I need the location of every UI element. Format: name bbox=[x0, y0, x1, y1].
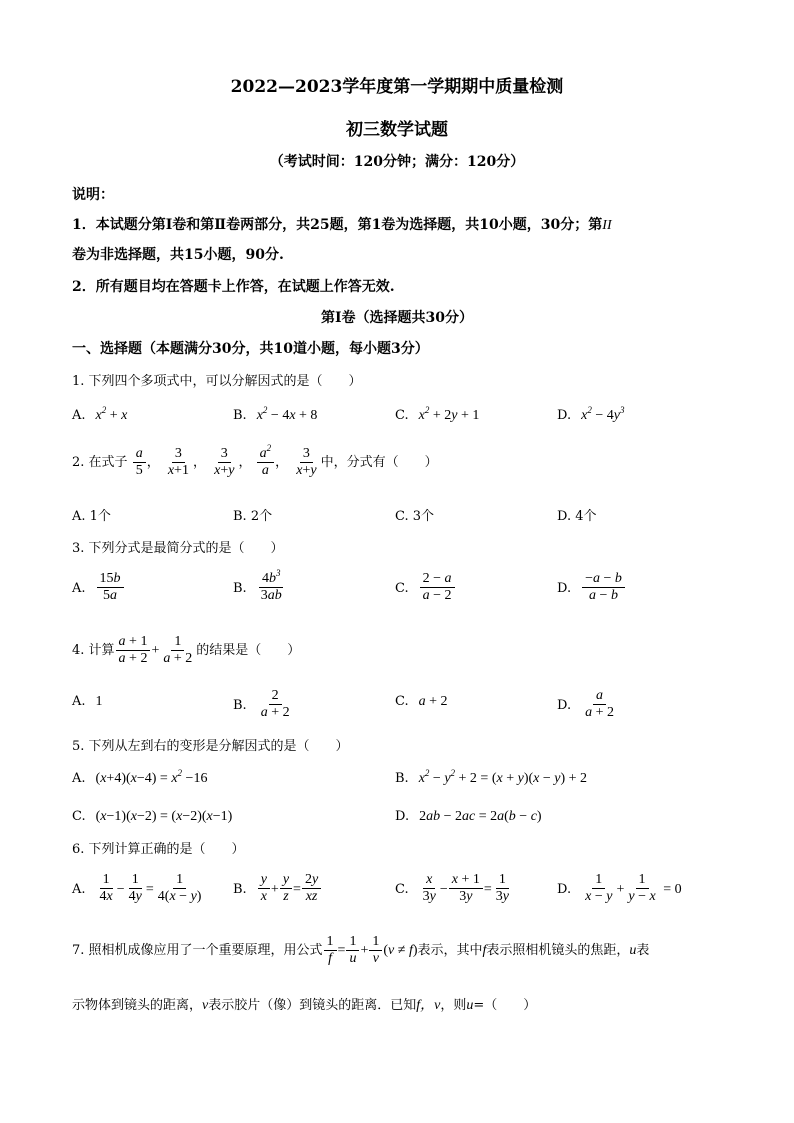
q5-label-b: B. bbox=[395, 771, 409, 786]
q5-stem: 5. 下列从左到右的变形是分解因式的是（ ） bbox=[72, 739, 349, 754]
q4-option-b: B. $\frac{2}{a + 2}$ bbox=[233, 688, 290, 720]
q5-option-a: A. $(x+4)(x-4) = x^2 -16$ bbox=[72, 768, 208, 786]
q6-option-a: A. $\frac{1}{4x}$ − $\frac{1}{4y}$ = $\frac{1}{4(x - y)}$ bbox=[72, 872, 202, 904]
q3-label-c: C. bbox=[395, 581, 409, 596]
q7-prefix: 7. 照相机成像应用了一个重要原理，用公式 bbox=[72, 943, 323, 958]
q6-label-d: D. bbox=[557, 882, 572, 897]
q7-line2-a: 示物体到镜头的距离， bbox=[72, 998, 203, 1013]
q6-label-b: B. bbox=[233, 882, 247, 897]
part1-title: 第Ⅰ卷（选择题共30分） bbox=[320, 310, 474, 326]
q4-prefix: 4. 计算 bbox=[72, 643, 115, 658]
q3-label-b: B. bbox=[233, 581, 247, 596]
q7-vars: f，v bbox=[416, 998, 441, 1013]
q5-option-c: C. (x−1)(x−2) = (x−2)(x−1) bbox=[72, 809, 233, 824]
q7-line2-e: =（ ） bbox=[473, 998, 537, 1013]
notes-item-2: 2．所有题目均在答题卡上作答，在试题上作答无效. bbox=[72, 279, 395, 295]
q3-option-d: D. $\frac{-a - b}{a - b}$ bbox=[557, 571, 626, 604]
q1-option-a: A. $x^2 + x$ bbox=[72, 405, 128, 423]
q3-label-a: A. bbox=[72, 581, 86, 596]
q2-suffix: 中，分式有（ ） bbox=[320, 455, 438, 470]
q6-option-c: C. $\frac{x}{3y}$ − $\frac{x + 1}{3y}$ = $\frac{1}{3y}$ bbox=[395, 872, 509, 904]
q4-label-c: C. bbox=[395, 694, 409, 709]
q7-var-u: u bbox=[629, 943, 637, 958]
q5-label-d: D. bbox=[395, 809, 410, 824]
notes-item-1 bbox=[72, 214, 612, 234]
q2-stem: 2. 在式子 $\frac{a}{5}$ ， $\frac{3}{x+1}$ ， $\frac{3}{x+y}$ ， $\frac{a^2}{a}$ ， $\frac{3}{x+y}$ 中，分式有（ ） bbox=[72, 443, 438, 478]
q5-option-d: D. 2ab − 2ac = 2a(b − c) bbox=[395, 809, 542, 824]
notes-label: 说明： bbox=[72, 187, 114, 203]
exam-subtitle: 初三数学试题 bbox=[346, 120, 448, 140]
roman-two: II bbox=[602, 218, 612, 233]
q4-option-d: D. $\frac{a}{a + 2}$ bbox=[557, 688, 614, 720]
q4-label-d: D. bbox=[557, 698, 572, 713]
q1-label-a: A. bbox=[72, 408, 86, 423]
q7-line2-b: 表示胶片（像）到镜头的距离．已知 bbox=[208, 998, 417, 1013]
q7-mid: 表示，其中 bbox=[417, 943, 483, 958]
q2-option-c: C. 3个 bbox=[395, 509, 435, 524]
q7-var-v: v bbox=[202, 998, 209, 1013]
q5-label-c: C. bbox=[72, 809, 86, 824]
q1-option-d: D. $x^2 - 4y^3$ bbox=[557, 405, 625, 423]
q6-option-d: D. $\frac{1}{x - y}$ + $\frac{1}{y - x}$ = 0 bbox=[557, 872, 682, 904]
q5-label-a: A. bbox=[72, 771, 86, 786]
q4-option-c: C. a + 2 bbox=[395, 694, 448, 709]
section1-title: 一、选择题（本题满分30分，共10道小题，每小题3分） bbox=[72, 341, 429, 357]
q2-option-b: B. 2个 bbox=[233, 509, 273, 524]
exam-title: 2022—2023学年度第一学期期中质量检测 bbox=[230, 77, 564, 97]
q1-option-b: B. $x^2 - 4x + 8$ bbox=[233, 405, 318, 423]
q6-stem: 6. 下列计算正确的是（ ） bbox=[72, 842, 245, 857]
q1-label-d: D. bbox=[557, 408, 572, 423]
q3-option-c: C. $\frac{2 - a}{a - 2}$ bbox=[395, 571, 456, 604]
q4-suffix: 的结果是（ ） bbox=[196, 643, 301, 658]
q7-mid2: 表示照相机镜头的焦距， bbox=[486, 943, 630, 958]
notes-item-1-text: 1．本试题分第Ⅰ卷和第Ⅱ卷两部分，共25题，第1卷为选择题，共10小题，30分；第 bbox=[72, 217, 603, 233]
q2-option-d: D. 4个 bbox=[557, 509, 597, 524]
q3-option-a: A. $\frac{15b}{5a}$ bbox=[72, 571, 125, 604]
q4-label-a: A. bbox=[72, 694, 86, 709]
q7-line2 bbox=[72, 994, 536, 1014]
q7-mid3: 表 bbox=[636, 943, 650, 958]
q3-label-d: D. bbox=[557, 581, 572, 596]
q1-label-c: C. bbox=[395, 408, 409, 423]
q2-prefix: 2. 在式子 bbox=[72, 455, 128, 470]
q7-line2-c: ，则 bbox=[440, 998, 467, 1013]
q7-line1: 7. 照相机成像应用了一个重要原理，用公式 $\frac{1}{f}$ = $\frac{1}{u}$ + $\frac{1}{v}$ (v ≠ f)表示，其中f表示照相机镜头的焦距，u表 bbox=[72, 934, 650, 966]
q4-stem: 4. 计算 $\frac{a + 1}{a + 2}$ + $\frac{1}{a + 2}$ 的结果是（ ） bbox=[72, 634, 301, 666]
q5-option-b: B. $x^2 - y^2 + 2 = (x + y)(x - y) + 2$ bbox=[395, 768, 588, 786]
q6-option-b: B. $\frac{y}{x}$ + $\frac{y}{z}$ = $\frac{2y}{xz}$ bbox=[233, 872, 322, 905]
q2-option-a: A. 1个 bbox=[72, 509, 111, 524]
q3-option-b: B. $\frac{4b^3}{3ab}$ bbox=[233, 568, 282, 603]
q7-var-u2: u bbox=[466, 998, 474, 1013]
q1-label-b: B. bbox=[233, 408, 247, 423]
q1-stem: 1. 下列四个多项式中，可以分解因式的是（ ） bbox=[72, 374, 362, 389]
q3-stem: 3. 下列分式是最简分式的是（ ） bbox=[72, 541, 284, 556]
q7-var-f: f bbox=[482, 943, 487, 958]
q6-label-c: C. bbox=[395, 882, 409, 897]
exam-info: （考试时间：120分钟；满分：120分） bbox=[269, 154, 525, 170]
q4-option-a: A. 1 bbox=[72, 694, 103, 709]
q4-label-b: B. bbox=[233, 698, 247, 713]
q1-option-c: C. $x^2 + 2y + 1$ bbox=[395, 405, 480, 423]
q6-label-a: A. bbox=[72, 882, 86, 897]
notes-item-1-cont: 卷为非选择题，共15小题，90分. bbox=[72, 247, 284, 263]
